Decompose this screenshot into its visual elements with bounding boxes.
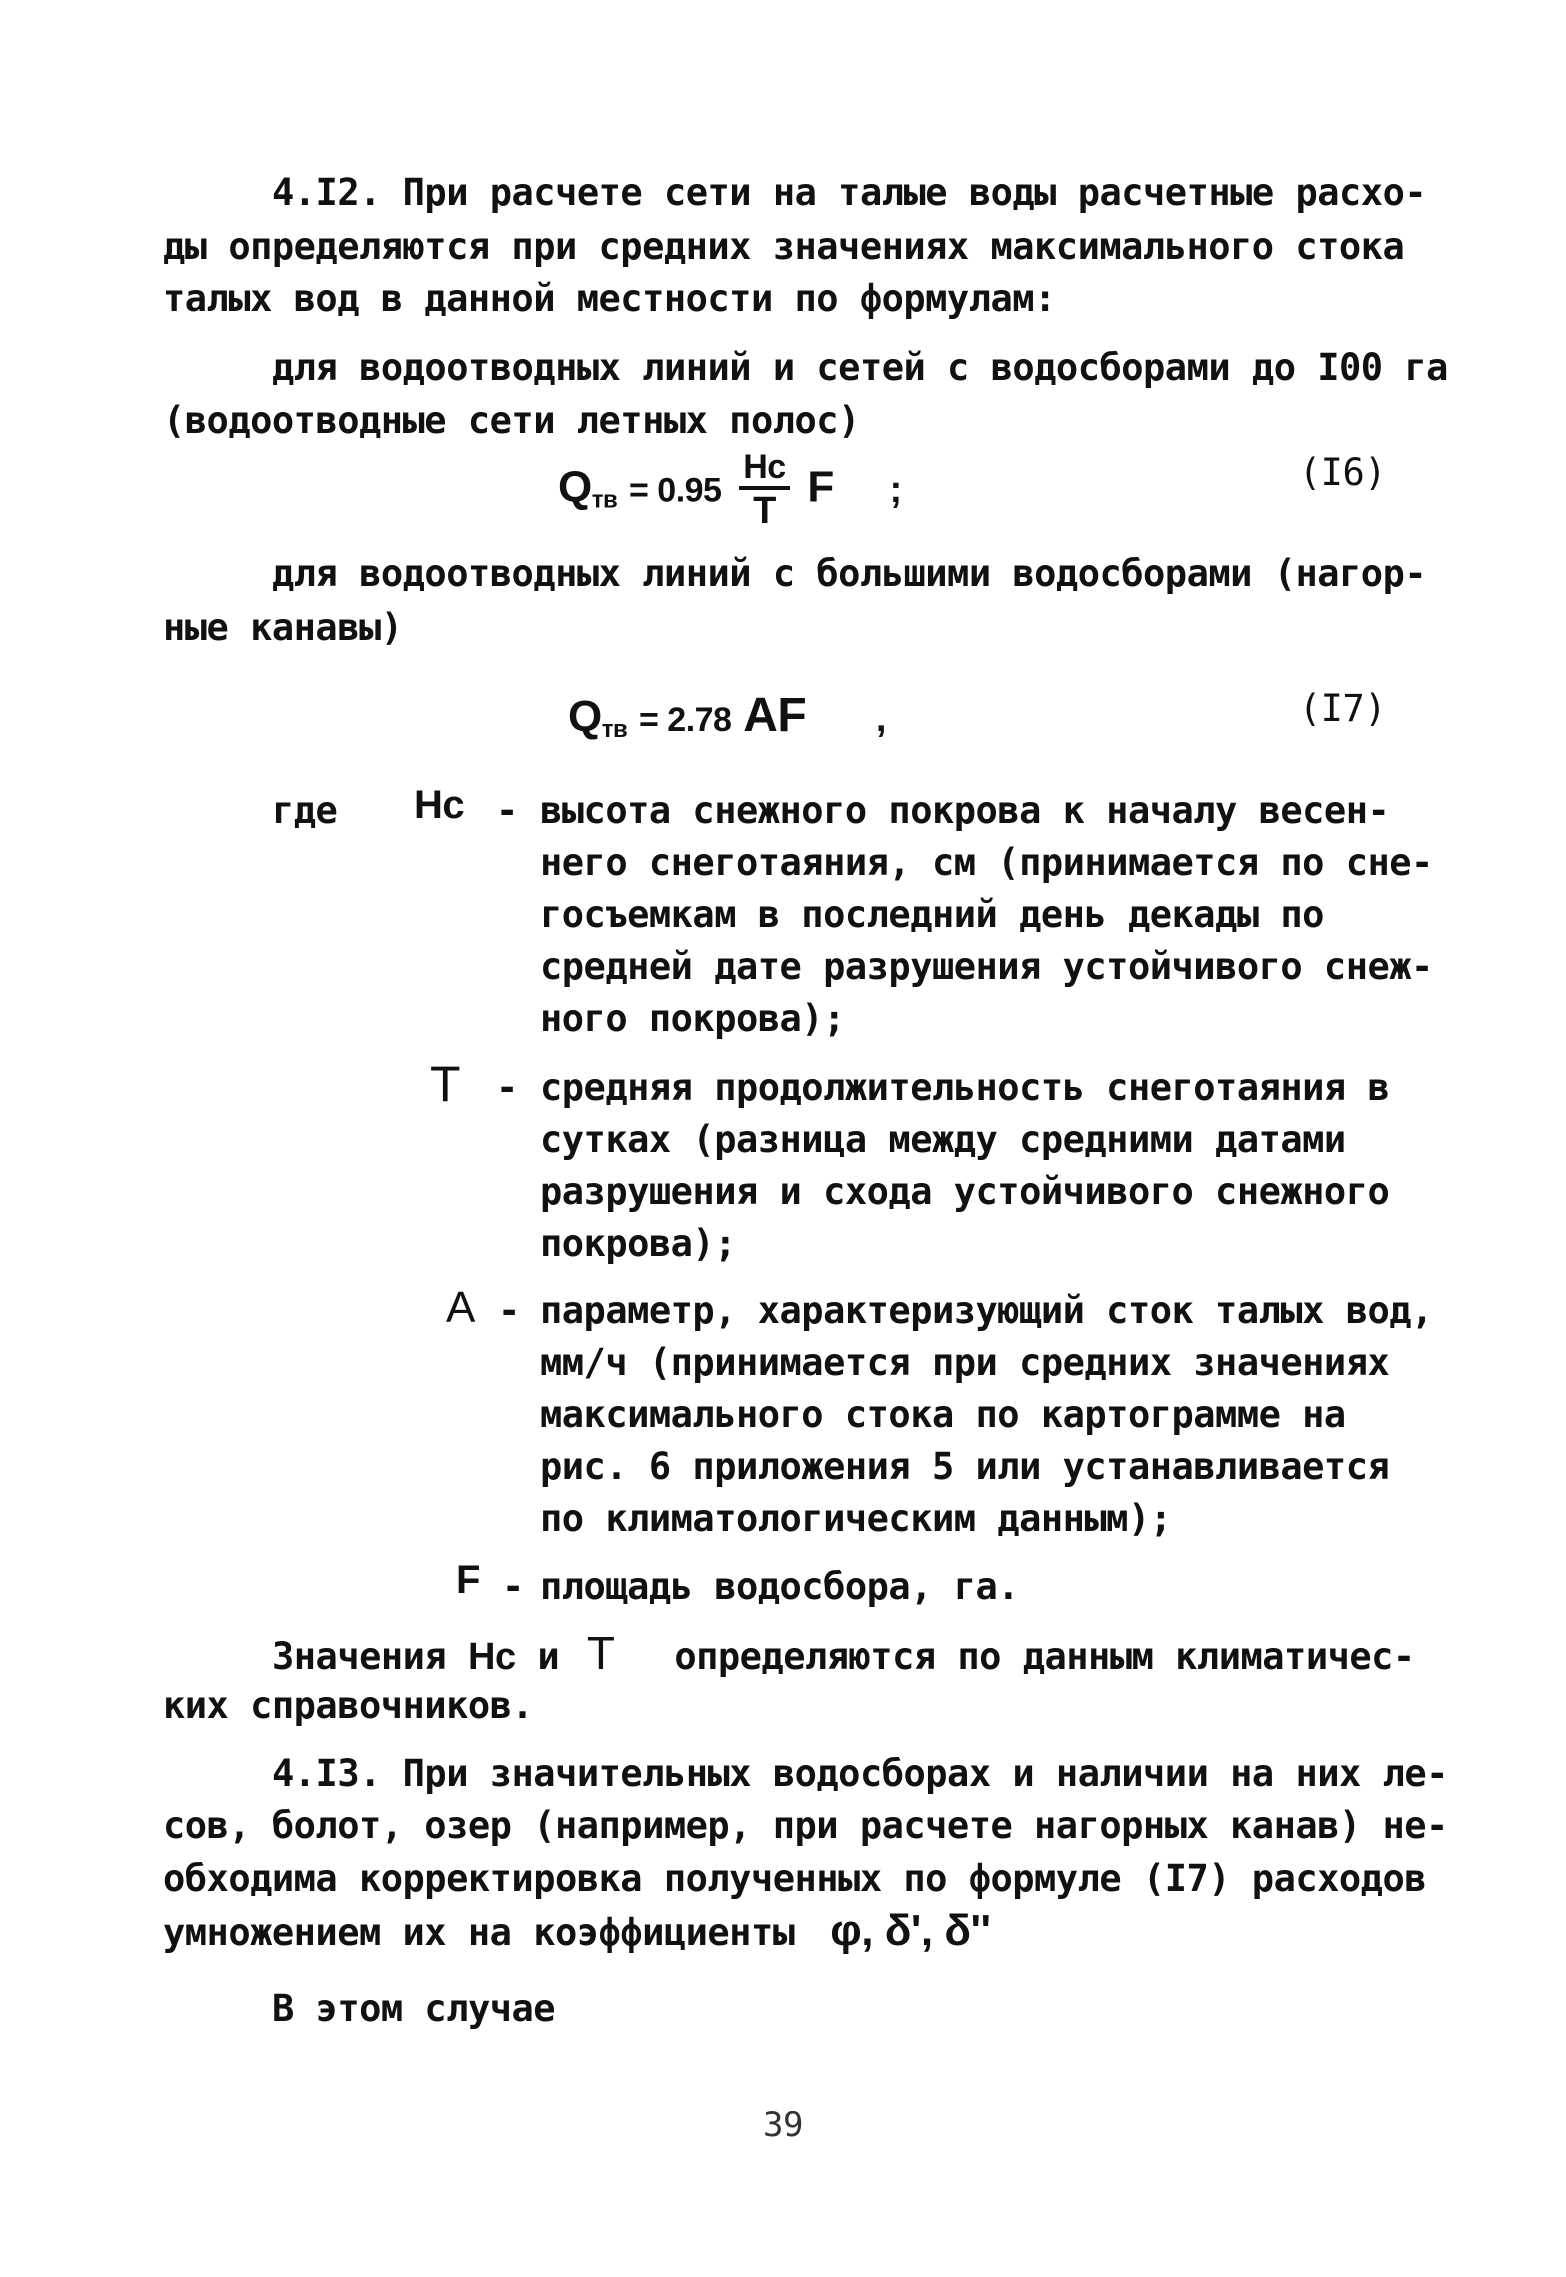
- definition-symbol-t: T: [430, 1056, 461, 1112]
- values-note-line-1: [272, 1627, 1415, 1683]
- definition-a-line-2: мм/ч (принимается при средних значениях: [540, 1341, 1390, 1384]
- paragraph-4-13-line-1: 4.I3. При значительных водосборах и наличии на них ле-: [272, 1752, 1448, 1795]
- values-note-part-1: Значения: [272, 1635, 447, 1678]
- values-note-symbol-t: T: [586, 1627, 615, 1679]
- values-note-symbol-hc: Hc: [468, 1636, 516, 1678]
- definition-dash-hc: -: [496, 789, 518, 832]
- case-2-line-2: ные канавы): [163, 606, 403, 649]
- formula-16-numerator: Hc: [739, 450, 789, 490]
- definition-t-line-4: покрова);: [540, 1222, 736, 1265]
- definition-symbol-hc: Hc: [414, 783, 465, 827]
- definition-hc-line-5: ного покрова);: [540, 997, 845, 1040]
- page-number: 39: [763, 2105, 803, 2145]
- definition-hc-line-3: госъемкам в последний день декады по: [540, 893, 1324, 936]
- coefficients-symbols: φ, δ', δ'': [830, 1906, 991, 1955]
- paragraph-4-13-line-3: обходима корректировка полученных по формуле (I7) расходов: [163, 1857, 1427, 1900]
- formula-16-lhs: Q: [558, 462, 592, 512]
- formula-16-punct: ;: [889, 468, 902, 511]
- case-1-line-1: для водоотводных линий и сетей с водосборами до I00 га: [272, 346, 1448, 389]
- definition-a-line-3: максимального стока по картограмме на: [540, 1393, 1346, 1436]
- formula-17-lhs: Q: [568, 692, 602, 741]
- paragraph-4-12-line-1: 4.I2. При расчете сети на талые воды расчетные расхо-: [272, 171, 1427, 214]
- definition-t-line-3: разрушения и схода устойчивого снежного: [540, 1170, 1390, 1213]
- paragraph-4-12-line-2: ды определяются при средних значениях максимального стока: [163, 225, 1405, 268]
- formula-16-fraction: [739, 450, 789, 530]
- formula-17-lhs-subscript: тв: [601, 716, 628, 743]
- definition-dash-f: -: [502, 1565, 524, 1608]
- definition-t-line-1: средняя продолжительность снеготаяния в: [540, 1066, 1390, 1109]
- definition-hc-line-1: высота снежного покрова к началу весен-: [540, 789, 1390, 832]
- definition-symbol-f: F: [456, 1558, 480, 1602]
- values-note-part-3: определяются по данным климатичес-: [674, 1635, 1415, 1678]
- formula-16-denominator: T: [753, 490, 776, 532]
- definition-t-line-2: сутках (разница между средними датами: [540, 1118, 1346, 1161]
- paragraph-4-13-after: В этом случае: [272, 1987, 556, 2030]
- values-note-line-2: ких справочников.: [163, 1684, 534, 1727]
- coefficients-intro: умножением их на коэффициенты: [163, 1911, 795, 1954]
- paragraph-4-13-line-2: сов, болот, озер (например, при расчете нагорных канав) не-: [163, 1804, 1448, 1847]
- formula-16-coefficient: = 0.95: [628, 471, 722, 510]
- definition-f-line-1: площадь водосбора, га.: [540, 1565, 1020, 1608]
- definition-dash-t: -: [496, 1066, 518, 1109]
- definition-a-line-1: параметр, характеризующий сток талых вод,: [540, 1289, 1433, 1332]
- where-label: где: [272, 789, 338, 832]
- formula-17-punct: ,: [875, 698, 886, 740]
- definition-a-line-4: рис. 6 приложения 5 или устанавливается: [540, 1445, 1390, 1488]
- formula-16: [558, 450, 902, 530]
- case-1-line-2: (водоотводные сети летных полос): [163, 399, 860, 442]
- formula-17: [568, 688, 886, 744]
- paragraph-4-13-line-4: [163, 1905, 990, 1959]
- case-2-line-1: для водоотводных линий с большими водосборами (нагор-: [272, 552, 1427, 595]
- paragraph-4-12-line-3: талых вод в данной местности по формулам:: [163, 277, 1056, 320]
- formula-17-tail: AF: [743, 689, 807, 742]
- equation-number-17: (I7): [1298, 687, 1386, 730]
- definition-dash-a: -: [498, 1289, 520, 1332]
- definition-a-line-5: по климатологическим данным);: [540, 1497, 1172, 1540]
- definition-hc-line-2: него снеготаяния, см (принимается по сне-: [540, 841, 1433, 884]
- definition-symbol-a: A: [446, 1283, 475, 1332]
- values-note-part-2: и: [537, 1635, 560, 1678]
- formula-16-lhs-subscript: тв: [591, 486, 618, 514]
- formula-17-coefficient: = 2.78: [638, 701, 732, 739]
- formula-16-tail: F: [807, 462, 834, 512]
- equation-number-16: (I6): [1298, 451, 1386, 494]
- definition-hc-line-4: средней дате разрушения устойчивого снеж-: [540, 945, 1433, 988]
